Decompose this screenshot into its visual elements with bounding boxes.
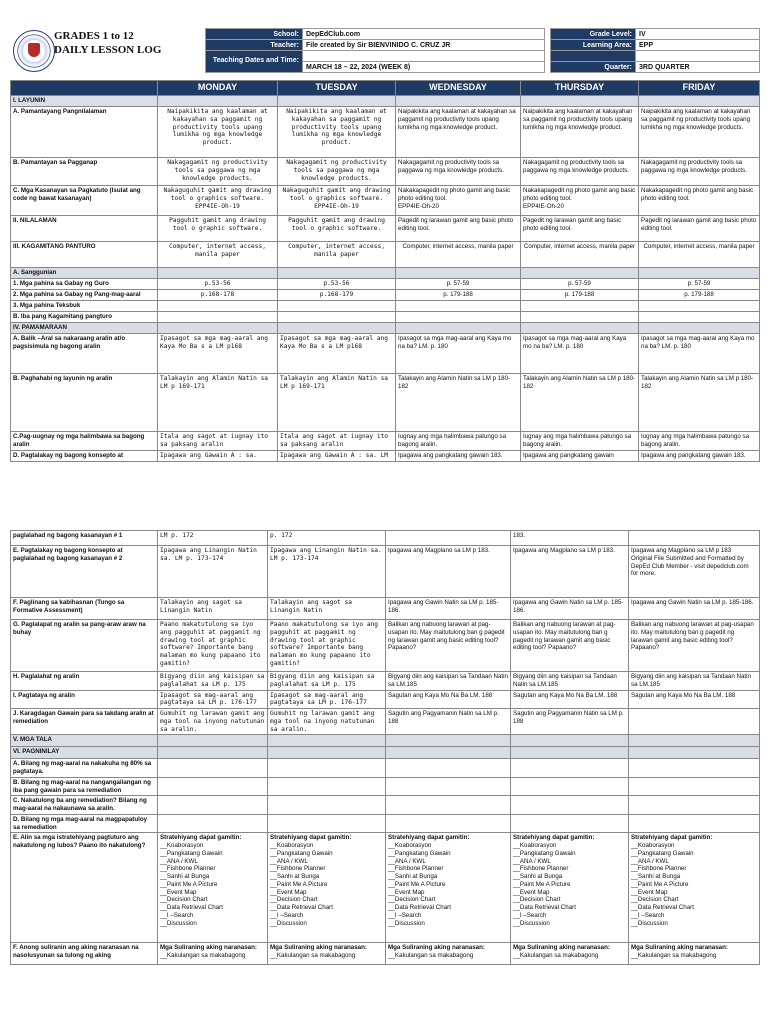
row-label: D. Pagtalakay ng bagong konsepto at: [11, 450, 158, 461]
day-cell-tuesday: [268, 814, 386, 833]
day-cell-thursday: Ipagawa ang Gawin Natin sa LM p. 185-186.: [511, 598, 629, 620]
strategies-cell-thursday: [511, 833, 629, 943]
row-label: C. Nakatulong ba ang remediation? Bilang ng mag-aaral na nakaunawa sa aralin.: [11, 796, 158, 815]
day-cell-tuesday: Paano makatutulong sa iyo ang pagguhit at paggamit ng drawing tool at graphic software? Importante bang malaman mo kung papaano ito gamitin?: [268, 620, 386, 672]
day-cell-wednesday: [386, 759, 511, 778]
day-cell-wednesday: [386, 777, 511, 796]
day-cell-friday: Ipasagot sa mga mag-aaral ang Kaya mo na ba? LM. p. 180: [639, 334, 760, 374]
day-cell-monday: Nakaguguhit gamit ang drawing tool o graphics software. EPP4IE-Oh-19: [158, 186, 278, 216]
day-cell-tuesday: [278, 268, 396, 279]
title-grades: GRADES 1 to 12: [54, 30, 134, 42]
day-cell-friday: Balikan ang nabuong larawan at pag-usapan ito. May maitutulong ban g pagedit ng larawan gamit ang basic editing tool? Papaano?: [629, 620, 760, 672]
day-cell-monday: Talakayin ang sagot sa Linangin Natin: [158, 598, 268, 620]
day-cell-tuesday: Bigyang diin ang kaisipan sa paglalahat sa LM p. 175: [268, 672, 386, 691]
day-cell-friday: [629, 796, 760, 815]
day-cell-thursday: Bigyang diin ang kaisipan sa Tandaan Natin sa LM.185: [511, 672, 629, 691]
area-label: Learning Area:: [551, 40, 636, 51]
problems-heading: Mga Suliraning aking naranasan:: [631, 944, 728, 952]
row-label: 3. Mga pahina Teksbuk: [11, 301, 158, 312]
day-cell-thursday: 183.: [511, 531, 629, 546]
row-label: B. Paghahabi ng layunin ng aralin: [11, 374, 158, 432]
day-cell-tuesday: [278, 323, 396, 334]
day-cell-tuesday: [278, 301, 396, 312]
day-cell-wednesday: p. 179-188: [396, 290, 521, 301]
lesson-row: [11, 777, 760, 796]
row-label: paglalahad ng bagong kasanayan # 1: [11, 531, 158, 546]
day-cell-friday: p. 57-59: [639, 279, 760, 290]
day-cell-friday: Pagedit ng larawan gamit ang basic photo editing tool.: [639, 216, 760, 242]
lesson-row: [11, 450, 760, 461]
strategies-list: __Koaborasyon __Pangkatang Gawain __ANA / KWL __Fishbone Planner __Sanhi at Bunga __Paint Me A Picture __Event Map __Decision Chart __Data Retrieval Chart __I –Search __Discussion: [160, 842, 223, 927]
day-cell-friday: Iugnay ang mga halimbawa patungo sa bagong aralin.: [639, 432, 760, 451]
day-cell-thursday: Sagutin ang Pagyamanin Natin sa LM p. 188: [511, 709, 629, 735]
strategies-cell-tuesday: [268, 833, 386, 943]
problems-heading: Mga Suliraning aking naranasan:: [270, 944, 367, 952]
row-label: A. Balik –Aral sa nakaraang aralin at/o pagsisimula ng bagong aralin: [11, 334, 158, 374]
lesson-row: [11, 672, 760, 691]
strategies-list: __Koaborasyon __Pangkatang Gawain __ANA / KWL __Fishbone Planner __Sanhi at Bunga __Paint Me A Picture __Event Map __Decision Chart __Data Retrieval Chart __I –Search __Discussion: [513, 842, 576, 927]
problems-item: __Kakulangan sa makabagong: [388, 952, 474, 959]
strategies-heading: Stratehiyang dapat gamitin:: [270, 834, 352, 842]
day-cell-friday: Nakakapagedit ng photo gamit ang basic photo editing tool.: [639, 186, 760, 216]
day-cell-thursday: [521, 312, 639, 323]
teacher-label: Teacher:: [206, 40, 303, 51]
day-cell-wednesday: Sagutan ang Kaya Mo Na Ba LM. 188: [386, 690, 511, 709]
day-cell-monday: Ipagawa ang Gawain A : sa.: [158, 450, 278, 461]
teacher-value: File created by Sir BIENVINIDO C. CRUZ JR: [303, 40, 545, 51]
problems-heading: Mga Suliraning aking naranasan:: [160, 944, 257, 952]
day-cell-friday: p. 179-188: [639, 290, 760, 301]
day-cell-wednesday: Sagutin ang Pagyamanin Natin sa LM p. 188: [386, 709, 511, 735]
day-cell-wednesday: Computer, internet access, manila paper: [396, 242, 521, 268]
day-cell-wednesday: [396, 268, 521, 279]
day-cell-thursday: [511, 796, 629, 815]
day-header-row: [11, 81, 760, 96]
lesson-row: [11, 531, 760, 546]
grade-label: Grade Level:: [551, 29, 636, 40]
day-cell-monday: [158, 777, 268, 796]
day-cell-thursday: Balikan ang nabuong larawan at pag-usapan ito. May maitutulong ban g pagedit ng larawan gamit ang basic editing tool? Papaano?: [511, 620, 629, 672]
day-cell-tuesday: [268, 747, 386, 759]
day-cell-wednesday: [396, 312, 521, 323]
day-cell-tuesday: Talakayin ang Alamin Natin sa LM p 169-171: [278, 374, 396, 432]
row-label: H. Paglalahat ng aralin: [11, 672, 158, 691]
day-cell-monday: [158, 312, 278, 323]
day-cell-wednesday: [386, 735, 511, 747]
day-cell-tuesday: [278, 312, 396, 323]
day-cell-wednesday: Talakayin ang Alamin Natin sa LM p 180-182: [396, 374, 521, 432]
row-label: V. MGA TALA: [11, 735, 158, 747]
day-cell-monday: p.168-178: [158, 290, 278, 301]
day-cell-friday: [629, 777, 760, 796]
day-cell-thursday: Pagedit ng larawan gamit ang basic photo editing tool.: [521, 216, 639, 242]
lesson-row: [11, 216, 760, 242]
lesson-row: [11, 735, 760, 747]
day-cell-wednesday: Iugnay ang mga halimbawa patungo sa bagong aralin.: [396, 432, 521, 451]
day-cell-monday: Paano makatutulong sa iyo ang pagguhit at paggamit ng drawing tool at graphic software? Importante bang malaman mo kung papaano ito gamitin?: [158, 620, 268, 672]
day-cell-monday: Gumuhit ng larawan gamit ang mga tool na inyong natutunan sa aralin.: [158, 709, 268, 735]
day-cell-wednesday: [386, 747, 511, 759]
day-cell-wednesday: [396, 301, 521, 312]
row-label: VI. PAGNINILAY: [11, 747, 158, 759]
day-cell-tuesday: [268, 759, 386, 778]
row-label: A. Sanggunian: [11, 268, 158, 279]
strategies-row: [11, 833, 760, 943]
day-cell-tuesday: Ipasagot sa mag-aaral ang pagtataya sa LM p. 176-177: [268, 690, 386, 709]
day-cell-friday: Naipakikita ang kaalaman at kakayahan sa paggamit ng productivity tools upang lumikha ng mga knowledge products.: [639, 107, 760, 158]
page-2: [0, 526, 768, 1024]
day-cell-thursday: [511, 747, 629, 759]
day-cell-thursday: [521, 323, 639, 334]
day-cell-thursday: p. 57-59: [521, 279, 639, 290]
day-cell-thursday: [511, 814, 629, 833]
strategies-heading: Stratehiyang dapat gamitin:: [160, 834, 242, 842]
day-cell-friday: [629, 814, 760, 833]
lesson-log-header: [10, 28, 760, 76]
day-cell-friday: Talakayin ang Alamin Natin sa LM p 180-182: [639, 374, 760, 432]
dates-label: Teaching Dates and Time:: [206, 51, 303, 73]
lesson-table-page-2: [10, 530, 760, 965]
strategies-cell-friday: [629, 833, 760, 943]
day-cell-wednesday: [396, 96, 521, 107]
day-cell-monday: Nakagagamit ng productivity tools sa paggawa ng mga knowledge products.: [158, 158, 278, 186]
problems-item: __Kakulangan sa makabagong: [631, 952, 717, 959]
quarter-label: Quarter:: [551, 62, 636, 73]
problems-item: __Kakulangan sa makabagong: [513, 952, 599, 959]
day-cell-friday: Ipagawa ang Gawin Natin sa LM p. 185-186.: [629, 598, 760, 620]
day-cell-wednesday: [386, 796, 511, 815]
lesson-row: [11, 432, 760, 451]
strategies-heading: Stratehiyang dapat gamitin:: [631, 834, 713, 842]
day-cell-tuesday: p.53-56: [278, 279, 396, 290]
day-cell-wednesday: [386, 531, 511, 546]
strategies-heading: Stratehiyang dapat gamitin:: [388, 834, 470, 842]
day-cell-tuesday: Gumuhit ng larawan gamit ang mga tool na inyong natutunan sa aralin.: [268, 709, 386, 735]
title-dll: DAILY LESSON LOG: [54, 44, 162, 56]
lesson-row: [11, 546, 760, 598]
day-cell-monday: Ipasagot sa mag-aaral ang pagtataya sa LM p. 176-177: [158, 690, 268, 709]
row-label: I. Pagtataya ng aralin: [11, 690, 158, 709]
day-cell-tuesday: [278, 96, 396, 107]
row-label: C. Mga Kasanayan sa Pagkatuto (Isulat ang code ng bawat kasanayan): [11, 186, 158, 216]
row-label: D. Bilang ng mga mag-aaral na magpapatuloy sa remediation: [11, 814, 158, 833]
strategies-list: __Koaborasyon __Pangkatang Gawain __ANA / KWL __Fishbone Planner __Sanhi at Bunga __Paint Me A Picture __Event Map __Decision Chart __Data Retrieval Chart __I –Search __Discussion: [631, 842, 694, 927]
day-cell-tuesday: Pagguhit gamit ang drawing tool o graphic software.: [278, 216, 396, 242]
day-cell-friday: [639, 323, 760, 334]
day-cell-wednesday: [396, 323, 521, 334]
row-label: B. Iba pang Kagamitang pangturo: [11, 312, 158, 323]
grade-value: IV: [636, 29, 760, 40]
day-cell-monday: [158, 301, 278, 312]
problems-cell-monday: [158, 943, 268, 965]
day-cell-friday: [629, 531, 760, 546]
day-cell-monday: [158, 759, 268, 778]
row-label: A. Pamantayang Pangnilalaman: [11, 107, 158, 158]
day-cell-thursday: Iugnay ang mga halimbawa patungo sa bagong aralin.: [521, 432, 639, 451]
day-cell-thursday: Talakayin ang Alamin Natin sa LM p 180-182: [521, 374, 639, 432]
day-cell-tuesday: p. 172: [268, 531, 386, 546]
day-cell-thursday: [521, 301, 639, 312]
row-label: B. Pamantayan sa Pagganap: [11, 158, 158, 186]
row-label: II. NILALAMAN: [11, 216, 158, 242]
row-label: IV. PAMAMARAAN: [11, 323, 158, 334]
meta-right: [550, 28, 760, 73]
day-friday: FRIDAY: [639, 81, 760, 96]
problems-cell-tuesday: [268, 943, 386, 965]
lesson-row: [11, 158, 760, 186]
day-cell-monday: Talakayin ang Alamin Natin sa LM p 169-171: [158, 374, 278, 432]
problems-cell-friday: [629, 943, 760, 965]
day-cell-tuesday: [268, 777, 386, 796]
day-cell-wednesday: p. 57-59: [396, 279, 521, 290]
problems-cell-wednesday: [386, 943, 511, 965]
page-1: [0, 0, 768, 470]
row-label: III. KAGAMITANG PANTURO: [11, 242, 158, 268]
problems-cell-thursday: [511, 943, 629, 965]
day-cell-wednesday: Naipakikita ang kaalaman at kakayahan sa paggamit ng productivity tools upang lumikha ng mga knowledge product.: [396, 107, 521, 158]
problems-heading: Mga Suliraning aking naranasan:: [388, 944, 485, 952]
lesson-row: [11, 312, 760, 323]
lesson-row: [11, 290, 760, 301]
day-cell-friday: Nakagagamit ng productivity tools sa paggawa ng mga knowledge products.: [639, 158, 760, 186]
day-cell-friday: [629, 735, 760, 747]
row-label: G. Paglalapat ng aralin sa pang-araw araw na buhay: [11, 620, 158, 672]
day-cell-wednesday: Balikan ang nabuong larawan at pag-usapan ito. May maitutulong ban g pagedit ng larawan gamit ang basic editing tool? Papaano?: [386, 620, 511, 672]
day-cell-thursday: Ipagawa ang pangkatang gawain: [521, 450, 639, 461]
quarter-value: 3RD QUARTER: [636, 62, 760, 73]
day-monday: MONDAY: [158, 81, 278, 96]
meta-left: [205, 28, 545, 73]
lesson-row: [11, 268, 760, 279]
day-cell-tuesday: Ipagawa ang Gawain A : sa. LM: [278, 450, 396, 461]
day-cell-monday: [158, 735, 268, 747]
day-cell-tuesday: Naipakikita ang kaalaman at kakayahan sa paggamit ng productivity tools upang lumikha ng mga knowledge product.: [278, 107, 396, 158]
lesson-row: [11, 279, 760, 290]
day-cell-thursday: [521, 268, 639, 279]
day-cell-monday: Ipagawa ang Linangin Natin sa. LM p. 173-174: [158, 546, 268, 598]
day-cell-monday: [158, 268, 278, 279]
day-cell-friday: [639, 96, 760, 107]
day-cell-monday: Ipasagot sa mga mag-aaral ang Kaya Mo Ba s a LM p168: [158, 334, 278, 374]
lesson-row: [11, 334, 760, 374]
day-cell-tuesday: Talakayin ang sagot sa Linangin Natin: [268, 598, 386, 620]
day-cell-thursday: Naipakikita ang kaalaman at kakayahan sa paggamit ng productivity tools upang lumikha ng mga knowledge product.: [521, 107, 639, 158]
day-cell-tuesday: [268, 735, 386, 747]
day-cell-wednesday: [386, 814, 511, 833]
day-cell-monday: [158, 96, 278, 107]
strategies-cell-monday: [158, 833, 268, 943]
day-cell-friday: Ipagawa ang Magplano sa LM p 183 Original File Submitted and Formatted by DepEd Club Member - visit depedclub.com for more.: [629, 546, 760, 598]
dates-value: MARCH 18 – 22, 2024 (WEEK 8): [303, 62, 545, 73]
day-cell-thursday: Computer, internet access, manila paper: [521, 242, 639, 268]
day-cell-friday: [629, 747, 760, 759]
day-cell-thursday: [511, 759, 629, 778]
day-cell-thursday: Nakakapagedit ng photo gamit ang basic photo editing tool. EPP4IE-Oh-20: [521, 186, 639, 216]
day-cell-thursday: [511, 777, 629, 796]
row-label: 1. Mga pahina sa Gabay ng Guro: [11, 279, 158, 290]
area-value: EPP: [636, 40, 760, 51]
day-cell-thursday: p. 179-188: [521, 290, 639, 301]
problems-item: __Kakulangan sa makabagong: [270, 952, 356, 959]
day-cell-tuesday: Ipasagot sa mga mag-aaral ang Kaya Mo Ba s a LM p168: [278, 334, 396, 374]
strategies-list: __Koaborasyon __Pangkatang Gawain __ANA / KWL __Fishbone Planner __Sanhi at Bunga __Paint Me A Picture __Event Map __Decision Chart __Data Retrieval Chart __I –Search __Discussion: [388, 842, 451, 927]
lesson-row: [11, 374, 760, 432]
day-cell-thursday: Ipagawa ang Magplano sa LM p 183.: [511, 546, 629, 598]
day-cell-friday: [639, 312, 760, 323]
day-cell-wednesday: Pagedit ng larawan gamit ang basic photo editing tool.: [396, 216, 521, 242]
day-cell-monday: Bigyang diin ang kaisipan sa paglalahat sa LM p. 175: [158, 672, 268, 691]
day-thursday: THURSDAY: [521, 81, 639, 96]
day-cell-monday: Itala ang sagot at iugnay ito sa paksang aralin: [158, 432, 278, 451]
day-cell-thursday: [521, 96, 639, 107]
lesson-row: [11, 814, 760, 833]
lesson-row: [11, 796, 760, 815]
day-cell-monday: Pagguhit gamit ang drawing tool o graphic software.: [158, 216, 278, 242]
day-cell-tuesday: p.168-179: [278, 290, 396, 301]
day-cell-monday: [158, 323, 278, 334]
row-label: A. Bilang ng mag-aaral na nakakuha ng 80% sa pagtataya.: [11, 759, 158, 778]
day-cell-wednesday: Bigyang diin ang kaisipan sa Tandaan Natin sa LM.185: [386, 672, 511, 691]
lesson-row: [11, 598, 760, 620]
day-cell-thursday: Ipasagot sa mga mag-aaral ang Kaya mo na ba? LM. p. 180: [521, 334, 639, 374]
day-cell-wednesday: Ipasagot sa mga mag-aaral ang Kaya mo na ba? LM. p. 180: [396, 334, 521, 374]
day-cell-tuesday: Ipagawa ang Linangin Natin sa. LM p. 173-174: [268, 546, 386, 598]
day-cell-monday: [158, 796, 268, 815]
lesson-row: [11, 759, 760, 778]
day-cell-monday: [158, 814, 268, 833]
lesson-row: [11, 709, 760, 735]
day-cell-thursday: Nakagagamit ng productivity tools sa paggawa ng mga knowledge products.: [521, 158, 639, 186]
day-cell-monday: p.53-56: [158, 279, 278, 290]
day-cell-wednesday: Nakagagamit ng productivity tools sa paggawa ng mga knowledge products.: [396, 158, 521, 186]
day-cell-tuesday: Nakaguguhit gamit ang drawing tool o graphics software. EPP4IE-Oh-19: [278, 186, 396, 216]
day-cell-friday: [629, 709, 760, 735]
lesson-row: [11, 96, 760, 107]
lesson-row: [11, 186, 760, 216]
day-cell-thursday: Sagutan ang Kaya Mo Na Ba LM. 188: [511, 690, 629, 709]
day-cell-tuesday: Itala ang sagot at iugnay ito sa paksang aralin: [278, 432, 396, 451]
day-cell-monday: [158, 747, 268, 759]
row-label: B. Bilang ng mag-aaral na nangangailangan ng iba pang gawain para sa remediation: [11, 777, 158, 796]
strategies-heading: Stratehiyang dapat gamitin:: [513, 834, 595, 842]
day-cell-wednesday: Nakakapagedit ng photo gamit ang basic photo editing tool. EPP4IE-Oh-20: [396, 186, 521, 216]
day-cell-monday: LM p. 172: [158, 531, 268, 546]
lesson-row: [11, 107, 760, 158]
day-wednesday: WEDNESDAY: [396, 81, 521, 96]
blank-header: [11, 81, 158, 96]
lesson-row: [11, 301, 760, 312]
problems-heading: Mga Suliraning aking naranasan:: [513, 944, 610, 952]
problems-item: __Kakulangan sa makabagong: [160, 952, 246, 959]
row-label: J. Karagdagan Gawain para sa takdang aralin at remediation: [11, 709, 158, 735]
school-value: DepEdClub.com: [303, 29, 545, 40]
day-cell-thursday: [511, 735, 629, 747]
day-cell-friday: Bigyang diin ang kaisipan sa Tandaan Natin sa LM.185: [629, 672, 760, 691]
day-cell-friday: Ipagawa ang pangkatang gawain 183.: [639, 450, 760, 461]
day-cell-friday: [629, 759, 760, 778]
lesson-row: [11, 323, 760, 334]
row-label: E. Alin sa mga istratehiyang pagtuturo ang nakatulong ng lubos? Paano ito nakatulong?: [11, 833, 158, 943]
day-cell-friday: [639, 301, 760, 312]
strategies-cell-wednesday: [386, 833, 511, 943]
lesson-row: [11, 747, 760, 759]
day-tuesday: TUESDAY: [278, 81, 396, 96]
day-cell-wednesday: Ipagawa ang pangkatang gawain 183.: [396, 450, 521, 461]
lesson-table-page-1: [10, 80, 760, 462]
deped-seal-icon: [13, 30, 55, 72]
day-cell-wednesday: Ipagawa ang Magplano sa LM p 183.: [386, 546, 511, 598]
day-cell-friday: [639, 268, 760, 279]
day-cell-tuesday: [268, 796, 386, 815]
day-cell-monday: Naipakikita ang kaalaman at kakayahan sa paggamit ng productivity tools upang lumikha ng mga knowledge product.: [158, 107, 278, 158]
day-cell-wednesday: Ipagawa ang Gawin Natin sa LM p. 185-186.: [386, 598, 511, 620]
problems-row: [11, 943, 760, 965]
day-cell-monday: Computer, internet access, manila paper: [158, 242, 278, 268]
lesson-row: [11, 690, 760, 709]
lesson-row: [11, 242, 760, 268]
row-label: 2. Mga pahina sa Gabay ng Pang-mag-aaral: [11, 290, 158, 301]
strategies-list: __Koaborasyon __Pangkatang Gawain __ANA / KWL __Fishbone Planner __Sanhi at Bunga __Paint Me A Picture __Event Map __Decision Chart __Data Retrieval Chart __I –Search __Discussion: [270, 842, 333, 927]
row-label: F. Anong suliranin ang aking naranasan na nasolusyunan sa tulong ng aking: [11, 943, 158, 965]
row-label: C.Pag-uugnay ng mga halimbawa sa bagong aralin: [11, 432, 158, 451]
day-cell-tuesday: Nakagagamit ng productivity tools sa paggawa ng mga knowledge products.: [278, 158, 396, 186]
row-label: I. LAYUNIN: [11, 96, 158, 107]
day-cell-tuesday: Computer, internet access, manila paper: [278, 242, 396, 268]
school-label: School:: [206, 29, 303, 40]
lesson-row: [11, 620, 760, 672]
day-cell-friday: Sagutan ang Kaya Mo Na Ba LM. 188: [629, 690, 760, 709]
row-label: E. Pagtalakay ng bagong konsepto at paglalahad ng bagong kasanayan # 2: [11, 546, 158, 598]
row-label: F. Paglinang sa kabihasnan (Tungo sa Formative Assessment): [11, 598, 158, 620]
day-cell-friday: Computer, internet access, manila paper: [639, 242, 760, 268]
